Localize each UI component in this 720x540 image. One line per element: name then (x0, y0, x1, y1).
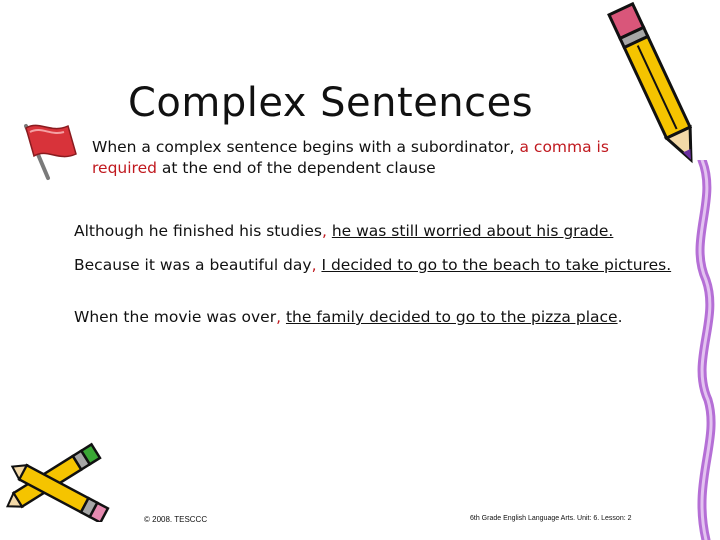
independent-clause: he was still worried about his grade. (331, 222, 614, 240)
dependent-clause: Although he finished his studies (74, 222, 322, 240)
purple-ribbon-icon (682, 160, 720, 540)
slide-title: Complex Sentences (128, 80, 534, 126)
independent-clause: the family decided to go to the pizza place (285, 308, 618, 326)
footer-copyright: © 2008. TESCCC (144, 515, 208, 524)
comma: , (311, 256, 317, 274)
intro-highlight: a comma is required (92, 138, 609, 177)
pencils-icon (0, 432, 120, 522)
dependent-clause: Because it was a beautiful day (74, 256, 312, 274)
footer-course-info: 6th Grade English Language Arts. Unit: 6. Lesson: 2 (470, 515, 632, 522)
sentence-end: . (617, 308, 623, 326)
flag-icon (20, 120, 80, 182)
intro-part2: at the end of the dependent clause (156, 159, 436, 177)
comma: , (321, 222, 327, 240)
example-sentence-2 (74, 255, 674, 276)
example-sentence-3 (74, 307, 674, 328)
example-sentence-1 (74, 221, 674, 242)
dependent-clause: When the movie was over (74, 308, 277, 326)
intro-part1: When a complex sentence begins with a subordinator, (92, 138, 520, 156)
independent-clause: I decided to go to the beach to take pictures. (321, 256, 672, 274)
intro-text (92, 137, 632, 179)
comma: , (276, 308, 282, 326)
